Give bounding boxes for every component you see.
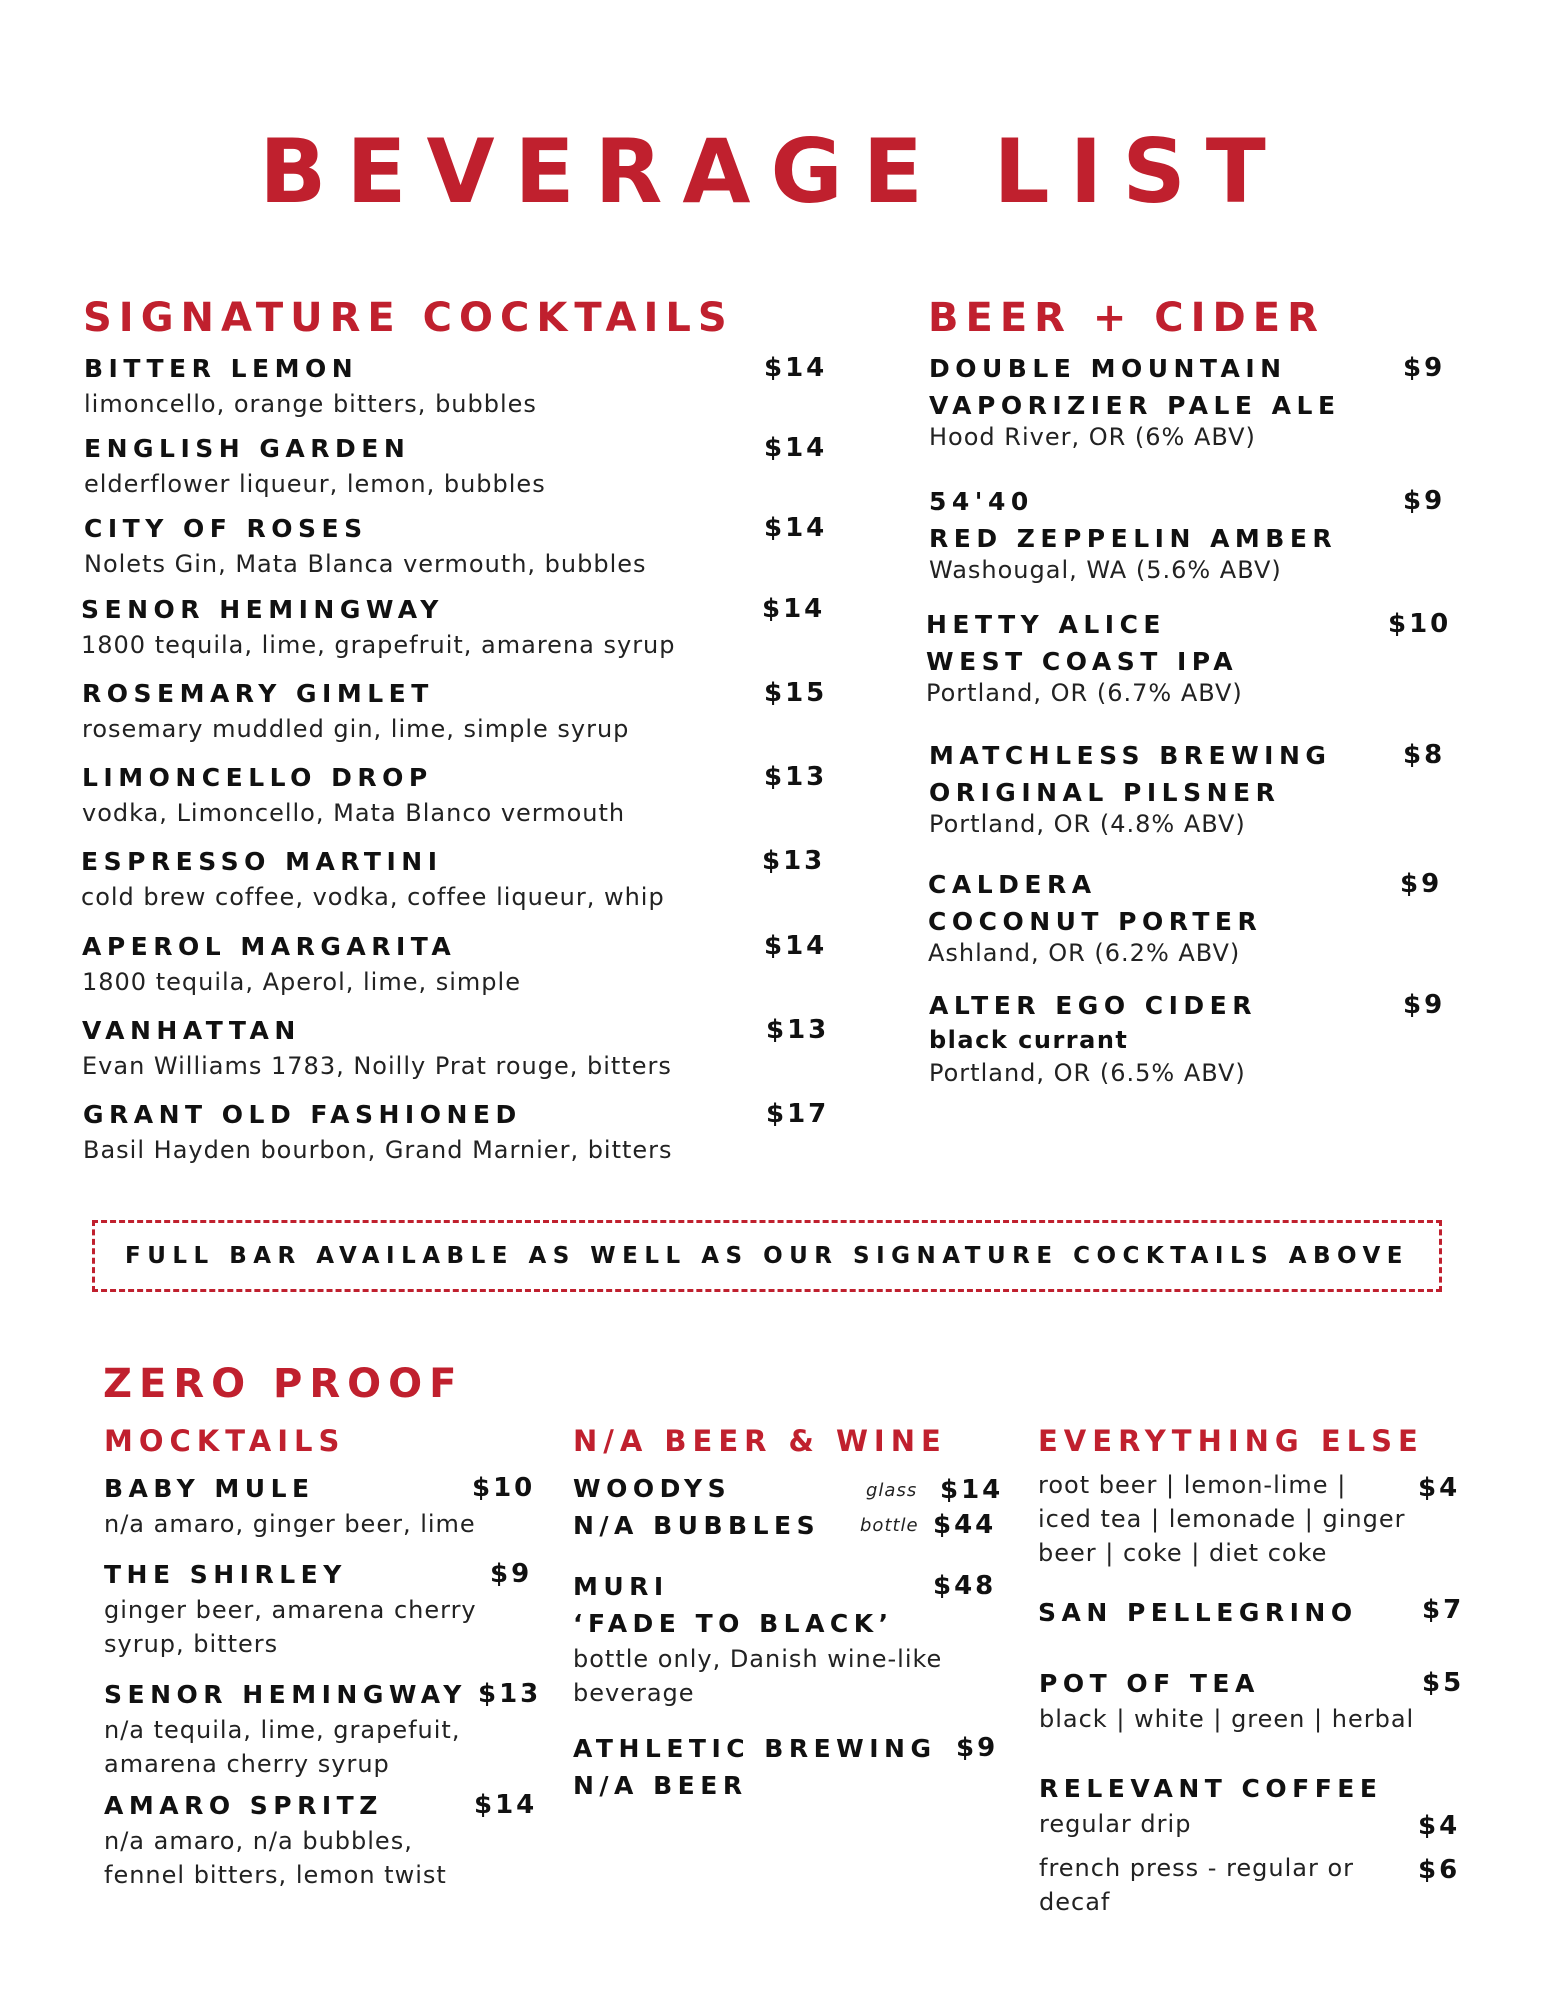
item-description: ginger beer, amarena cherry <box>104 1596 477 1624</box>
item-description-line2: amarena cherry syrup <box>104 1750 390 1778</box>
item-description: n/a amaro, ginger beer, lime <box>104 1510 476 1538</box>
item-name-line2: WEST COAST IPA <box>926 647 1239 676</box>
item-price: $10 <box>1388 609 1452 639</box>
item-name: GRANT OLD FASHIONED <box>83 1100 522 1129</box>
item-description: Portland, OR (4.8% ABV) <box>929 810 1246 838</box>
item-name: ALTER EGO CIDER <box>929 991 1258 1020</box>
item-description: n/a amaro, n/a bubbles, <box>104 1827 413 1855</box>
item-description: 1800 tequila, lime, grapefruit, amarena syrup <box>81 631 676 659</box>
menu-item-woodys <box>573 1470 820 1544</box>
item-description: 1800 tequila, Aperol, lime, simple <box>82 968 521 996</box>
full-bar-banner <box>92 1220 1442 1292</box>
item-price: $7 <box>1422 1595 1465 1625</box>
item-name: LIMONCELLO DROP <box>82 763 433 792</box>
item-price: $4 <box>1418 1473 1461 1503</box>
menu-item <box>929 737 1331 841</box>
item-description: Evan Williams 1783, Noilly Prat rouge, bitters <box>82 1052 672 1080</box>
menu-item <box>929 483 1337 587</box>
item-name: APEROL MARGARITA <box>82 932 457 961</box>
item-price: $13 <box>764 762 828 792</box>
item-description: bottle only, Danish wine-like <box>573 1645 943 1673</box>
item-name: SENOR HEMINGWAY <box>81 595 444 624</box>
menu-item <box>84 430 546 501</box>
menu-item-tea <box>1039 1665 1414 1736</box>
item-price: $14 <box>764 931 828 961</box>
item-description: Washougal, WA (5.6% ABV) <box>929 556 1282 584</box>
menu-item-muri <box>573 1568 942 1710</box>
item-description: black | white | green | herbal <box>1039 1705 1415 1733</box>
signature-cocktails-heading: SIGNATURE COCKTAILS <box>83 295 734 341</box>
everything-else-heading: EVERYTHING ELSE <box>1038 1424 1424 1458</box>
item-name: RELEVANT COFFEE <box>1039 1774 1383 1803</box>
item-price: $15 <box>764 678 828 708</box>
menu-item-sodas <box>1038 1468 1405 1570</box>
item-description-line2: syrup, bitters <box>104 1630 279 1658</box>
item-price: $8 <box>1403 740 1446 770</box>
menu-item <box>81 843 665 914</box>
coffee-drip: regular drip <box>1039 1810 1192 1838</box>
item-price: $9 <box>1400 869 1443 899</box>
item-name: THE SHIRLEY <box>104 1560 347 1589</box>
item-price: $48 <box>933 1571 997 1601</box>
item-description: elderflower liqueur, lemon, bubbles <box>84 470 546 498</box>
item-description: root beer | lemon-lime | <box>1038 1471 1347 1499</box>
zero-proof-heading: ZERO PROOF <box>103 1361 464 1407</box>
beer-cider-heading: BEER + CIDER <box>928 295 1325 341</box>
item-description: Portland, OR (6.5% ABV) <box>929 1059 1246 1087</box>
item-name: AMARO SPRITZ <box>104 1791 383 1820</box>
item-description: limoncello, orange bitters, bubbles <box>84 390 537 418</box>
size-label-bottle: bottle <box>860 1515 919 1536</box>
item-description: Portland, OR (6.7% ABV) <box>926 679 1243 707</box>
menu-item <box>104 1676 467 1781</box>
item-description-line2: beverage <box>573 1679 695 1707</box>
item-name: MURI <box>573 1572 669 1601</box>
item-name: BITTER LEMON <box>84 354 359 383</box>
item-name: SENOR HEMINGWAY <box>104 1680 467 1709</box>
item-price: $5 <box>1422 1668 1465 1698</box>
item-description: cold brew coffee, vodka, coffee liqueur, whip <box>81 883 665 911</box>
item-description: Basil Hayden bourbon, Grand Marnier, bitters <box>83 1136 673 1164</box>
coffee-press: french press - regular or <box>1039 1854 1355 1882</box>
item-name: WOODYS <box>573 1474 732 1503</box>
item-price: $14 <box>474 1790 538 1820</box>
item-name: CALDERA <box>928 870 1097 899</box>
coffee-press-price: $6 <box>1418 1855 1461 1885</box>
item-name-line2: COCONUT PORTER <box>928 907 1263 936</box>
item-name-line2: VAPORIZIER PALE ALE <box>929 391 1341 420</box>
item-price: $9 <box>490 1559 533 1589</box>
item-description: n/a tequila, lime, grapefuit, <box>104 1716 461 1744</box>
item-price: $14 <box>764 353 828 383</box>
item-description-line3: beer | coke | diet coke <box>1038 1539 1328 1567</box>
size-label-glass: glass <box>866 1480 918 1501</box>
menu-item <box>104 1470 476 1541</box>
menu-item-coffee <box>1039 1770 1382 1919</box>
menu-item <box>104 1556 477 1661</box>
menu-item <box>82 675 629 746</box>
item-price: $13 <box>762 846 826 876</box>
coffee-drip-price: $4 <box>1418 1811 1461 1841</box>
na-beer-wine-heading: N/A BEER & WINE <box>573 1424 947 1458</box>
item-description: Hood River, OR (6% ABV) <box>929 423 1256 451</box>
item-price: $13 <box>766 1015 830 1045</box>
item-subtitle: black currant <box>929 1026 1129 1054</box>
item-name: HETTY ALICE <box>926 610 1166 639</box>
item-price: $13 <box>478 1679 542 1709</box>
menu-item <box>104 1787 447 1892</box>
menu-item <box>82 1012 672 1083</box>
item-name: SAN PELLEGRINO <box>1038 1598 1358 1627</box>
item-price: $14 <box>764 433 828 463</box>
item-name: 54'40 <box>929 487 1034 516</box>
banner-text: FULL BAR AVAILABLE AS WELL AS OUR SIGNATURE COCKTAILS ABOVE <box>124 1243 1409 1269</box>
item-description: rosemary muddled gin, lime, simple syrup <box>82 715 630 743</box>
item-price: $9 <box>1403 486 1446 516</box>
item-name: DOUBLE MOUNTAIN <box>929 354 1287 383</box>
item-price-bottle: $44 <box>933 1510 997 1540</box>
item-description-line2: fennel bitters, lemon twist <box>104 1861 447 1889</box>
mocktails-heading: MOCKTAILS <box>104 1424 346 1458</box>
item-name: ENGLISH GARDEN <box>84 434 411 463</box>
item-name-line2: ORIGINAL PILSNER <box>929 778 1281 807</box>
item-price: $9 <box>1403 353 1446 383</box>
item-name-line2: N/A BEER <box>573 1771 748 1800</box>
item-description: Ashland, OR (6.2% ABV) <box>928 939 1241 967</box>
menu-item-pellegrino <box>1038 1594 1358 1631</box>
menu-item <box>82 759 625 830</box>
item-name-line2: ‘FADE TO BLACK’ <box>573 1609 894 1638</box>
item-name: ESPRESSO MARTINI <box>81 847 443 876</box>
item-price-glass: $14 <box>940 1475 1004 1505</box>
menu-item-athletic <box>573 1730 937 1804</box>
coffee-press-line2: decaf <box>1039 1888 1111 1916</box>
item-description-line2: iced tea | lemonade | ginger <box>1038 1505 1406 1533</box>
item-price: $9 <box>956 1733 999 1763</box>
item-name: VANHATTAN <box>82 1016 301 1045</box>
menu-item <box>84 510 647 581</box>
menu-item <box>82 928 521 999</box>
item-name: MATCHLESS BREWING <box>929 741 1332 770</box>
item-name-line2: N/A BUBBLES <box>573 1511 821 1540</box>
item-name: ATHLETIC BREWING <box>573 1734 937 1763</box>
item-name-line2: RED ZEPPELIN AMBER <box>929 524 1338 553</box>
item-price: $17 <box>766 1099 830 1129</box>
item-price: $14 <box>762 594 826 624</box>
menu-item <box>81 591 676 662</box>
item-price: $9 <box>1403 990 1446 1020</box>
item-description: Nolets Gin, Mata Blanca vermouth, bubbles <box>84 550 647 578</box>
menu-item <box>84 350 537 421</box>
item-description: vodka, Limoncello, Mata Blanco vermouth <box>82 799 626 827</box>
item-price: $14 <box>764 513 828 543</box>
menu-item <box>929 987 1257 1090</box>
menu-item <box>926 606 1243 710</box>
item-name: CITY OF ROSES <box>84 514 368 543</box>
item-name: ROSEMARY GIMLET <box>82 679 434 708</box>
menu-item <box>928 866 1262 970</box>
item-name: POT OF TEA <box>1039 1669 1260 1698</box>
item-price: $10 <box>472 1473 536 1503</box>
menu-item <box>83 1096 673 1167</box>
menu-item <box>929 350 1341 454</box>
page-title: BEVERAGE LIST <box>259 120 1286 223</box>
item-name: BABY MULE <box>104 1474 315 1503</box>
